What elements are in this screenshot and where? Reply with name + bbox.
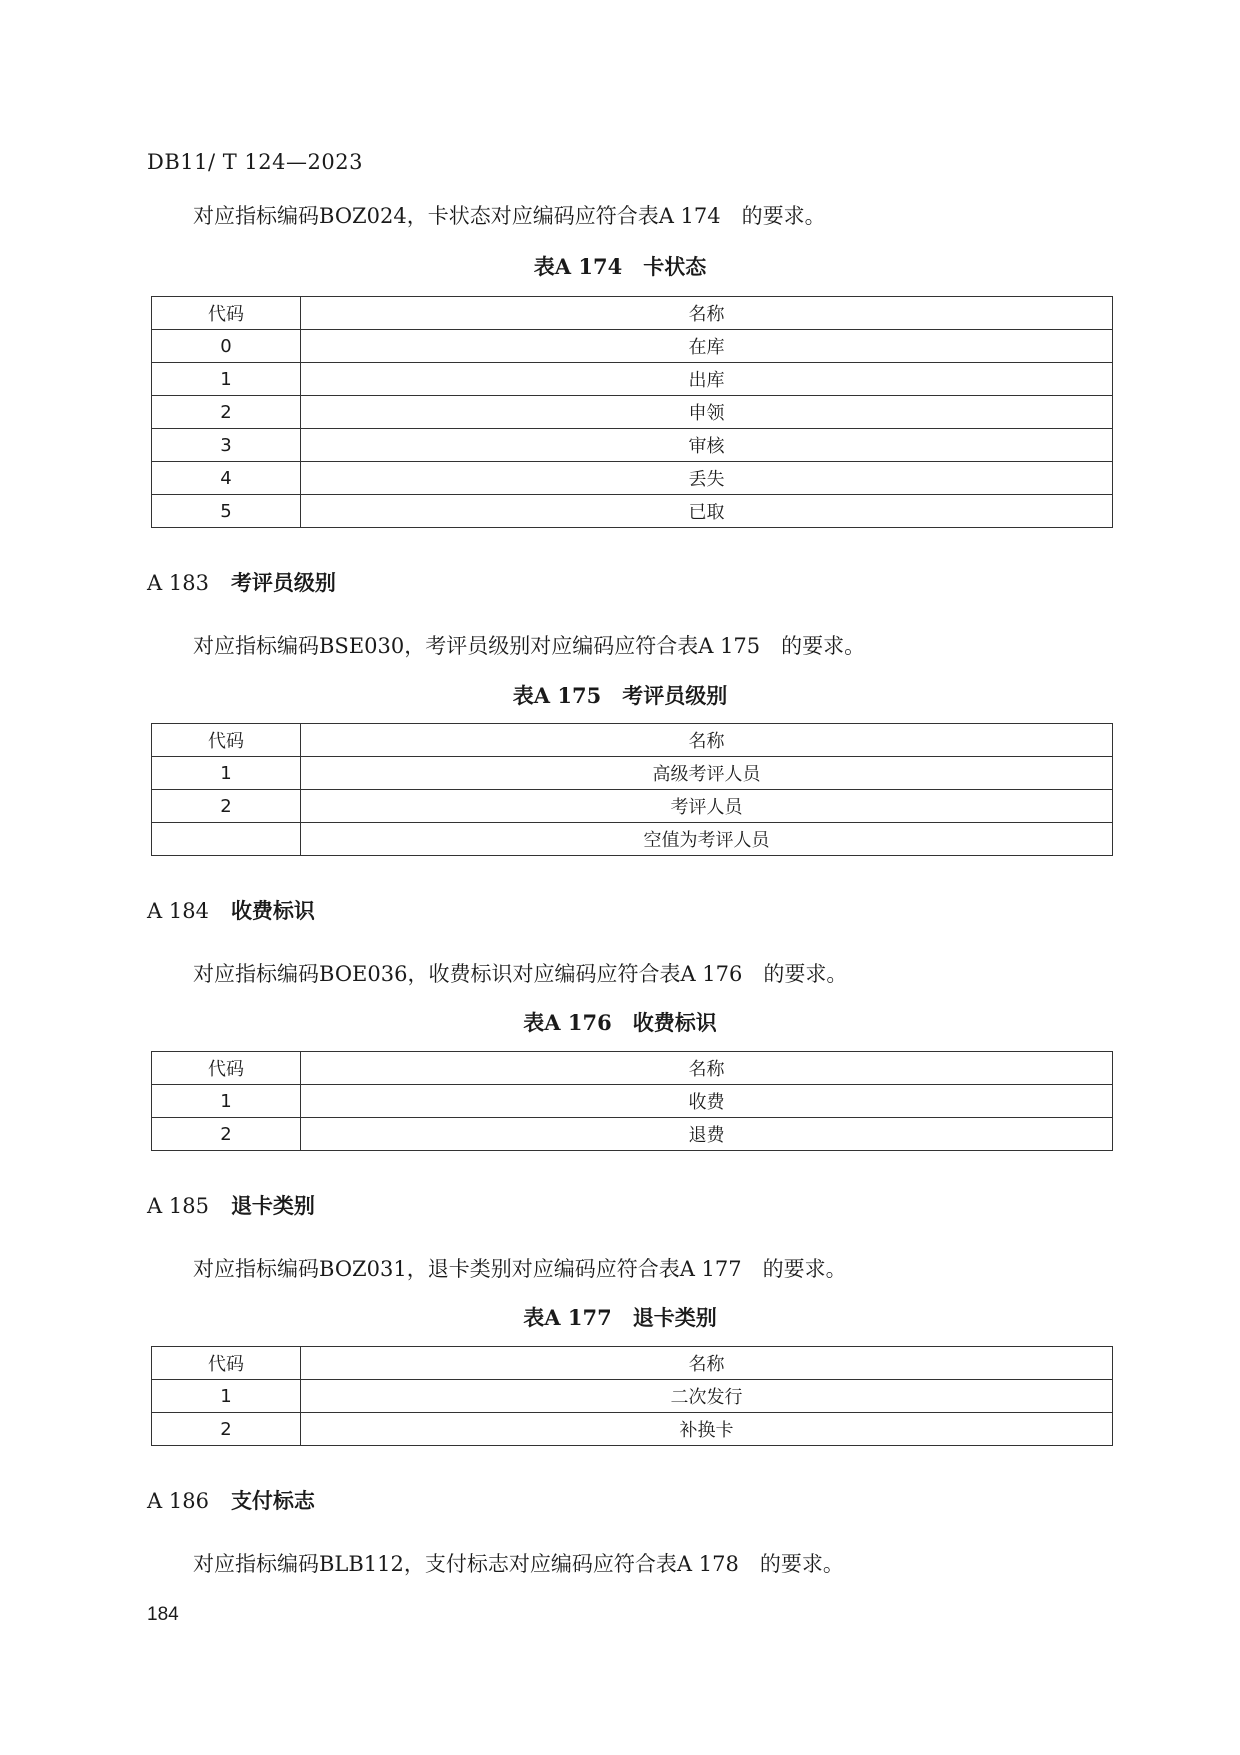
section-heading-185 xyxy=(147,1190,315,1220)
cell-name: 申领 xyxy=(301,396,1113,429)
section-heading-186 xyxy=(147,1485,315,1515)
table-row xyxy=(152,790,1113,823)
cell-name: 空值为考评人员 xyxy=(301,823,1113,856)
intro-paragraph-175: 对应指标编码BSE030，考评员级别对应编码应符合表A 175 的要求。 xyxy=(193,634,866,658)
cell-code: 4 xyxy=(152,462,301,495)
cell-code: 5 xyxy=(152,495,301,528)
cell-name: 在库 xyxy=(301,330,1113,363)
cell-code: 1 xyxy=(152,363,301,396)
table-row xyxy=(152,429,1113,462)
table-caption-176: 表A 176 收费标识 xyxy=(523,1010,717,1035)
column-header-name: 名称 xyxy=(301,1052,1113,1085)
table-header-row xyxy=(152,297,1113,330)
cell-name: 高级考评人员 xyxy=(301,757,1113,790)
table-row xyxy=(152,462,1113,495)
table-row xyxy=(152,1380,1113,1413)
table-row xyxy=(152,363,1113,396)
cell-name: 补换卡 xyxy=(301,1413,1113,1446)
intro-paragraph-178: 对应指标编码BLB112，支付标志对应编码应符合表A 178 的要求。 xyxy=(193,1552,844,1576)
cell-code: 3 xyxy=(152,429,301,462)
cell-name: 退费 xyxy=(301,1118,1113,1151)
column-header-code: 代码 xyxy=(152,297,301,330)
table-row xyxy=(152,495,1113,528)
column-header-code: 代码 xyxy=(152,1052,301,1085)
section-heading-184 xyxy=(147,895,315,925)
section-number: A 185 xyxy=(147,1194,209,1218)
cell-name: 考评人员 xyxy=(301,790,1113,823)
column-header-code: 代码 xyxy=(152,724,301,757)
intro-paragraph-174: 对应指标编码BOZ024，卡状态对应编码应符合表A 174 的要求。 xyxy=(193,204,826,228)
table-176 xyxy=(151,1051,1113,1151)
table-caption-177: 表A 177 退卡类别 xyxy=(523,1305,717,1330)
section-title: 收费标识 xyxy=(230,898,315,923)
table-row xyxy=(152,396,1113,429)
table-row xyxy=(152,1085,1113,1118)
table-header-row xyxy=(152,724,1113,757)
table-row xyxy=(152,757,1113,790)
section-title: 支付标志 xyxy=(230,1488,315,1513)
column-header-code: 代码 xyxy=(152,1347,301,1380)
column-header-name: 名称 xyxy=(301,724,1113,757)
cell-name: 出库 xyxy=(301,363,1113,396)
table-row xyxy=(152,823,1113,856)
section-number: A 186 xyxy=(147,1489,209,1513)
cell-code: 2 xyxy=(152,790,301,823)
table-row xyxy=(152,1118,1113,1151)
intro-paragraph-177: 对应指标编码BOZ031，退卡类别对应编码应符合表A 177 的要求。 xyxy=(193,1257,847,1281)
cell-code: 1 xyxy=(152,1380,301,1413)
cell-code xyxy=(152,823,301,856)
table-174 xyxy=(151,296,1113,528)
cell-code: 2 xyxy=(152,1118,301,1151)
table-caption-175: 表A 175 考评员级别 xyxy=(512,683,728,708)
column-header-name: 名称 xyxy=(301,1347,1113,1380)
cell-code: 1 xyxy=(152,757,301,790)
table-175 xyxy=(151,723,1113,856)
section-title: 退卡类别 xyxy=(230,1193,315,1218)
cell-code: 2 xyxy=(152,396,301,429)
cell-name: 丢失 xyxy=(301,462,1113,495)
cell-name: 二次发行 xyxy=(301,1380,1113,1413)
column-header-name: 名称 xyxy=(301,297,1113,330)
cell-code: 0 xyxy=(152,330,301,363)
cell-name: 审核 xyxy=(301,429,1113,462)
cell-code: 1 xyxy=(152,1085,301,1118)
section-title: 考评员级别 xyxy=(230,570,336,595)
section-number: A 184 xyxy=(147,899,209,923)
table-177 xyxy=(151,1346,1113,1446)
table-row xyxy=(152,330,1113,363)
table-row xyxy=(152,1413,1113,1446)
cell-code: 2 xyxy=(152,1413,301,1446)
table-caption-174: 表A 174 卡状态 xyxy=(533,254,707,279)
document-header: DB11/ T 124—2023 xyxy=(147,150,363,174)
page-number: 184 xyxy=(147,1604,179,1625)
cell-name: 已取 xyxy=(301,495,1113,528)
section-number: A 183 xyxy=(147,571,209,595)
intro-paragraph-176: 对应指标编码BOE036，收费标识对应编码应符合表A 176 的要求。 xyxy=(193,962,848,986)
section-heading-183 xyxy=(147,567,336,597)
table-header-row xyxy=(152,1052,1113,1085)
table-header-row xyxy=(152,1347,1113,1380)
cell-name: 收费 xyxy=(301,1085,1113,1118)
